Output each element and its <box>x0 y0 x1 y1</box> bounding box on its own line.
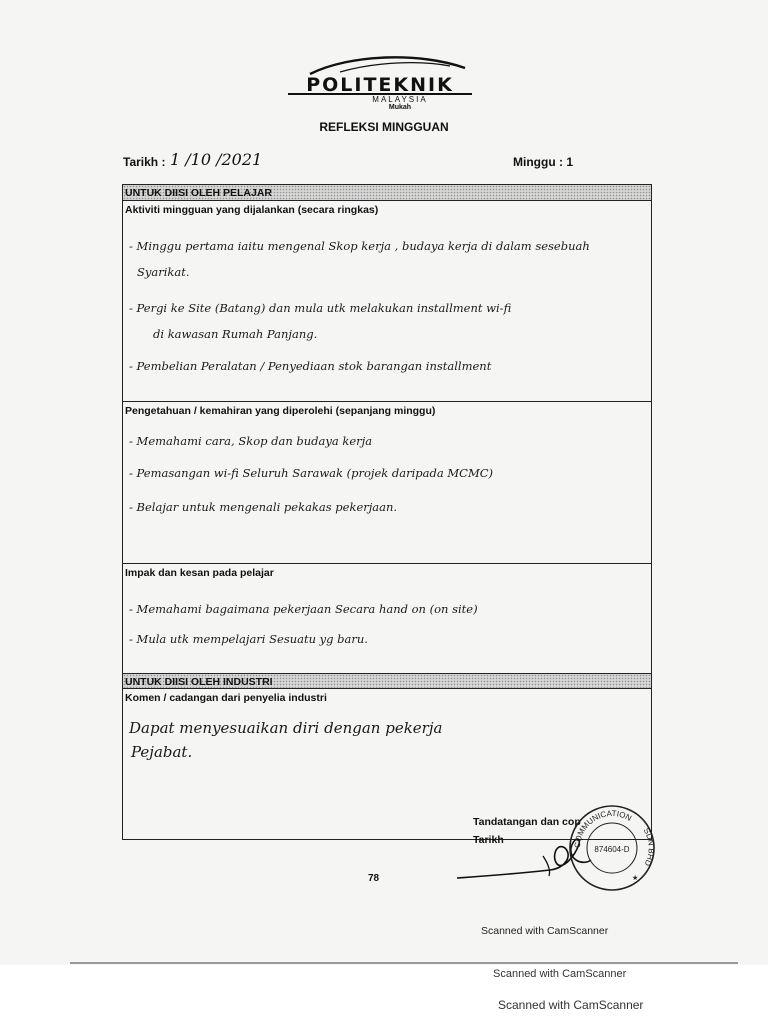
scanned-watermark: Scanned with CamScanner <box>493 968 627 980</box>
date-value-handwritten: 1 /10 /2021 <box>170 150 263 169</box>
signature-date-label: Tarikh <box>473 834 504 846</box>
company-stamp <box>566 802 658 894</box>
impact-line: - Mula utk mempelajari Sesuatu yg baru. <box>129 632 368 646</box>
industry-comment-title: Komen / cadangan dari penyelia industri <box>125 692 327 704</box>
stamp-number: 874604-D <box>594 845 630 854</box>
impact-line: - Memahami bagaimana pekerjaan Secara hand on (on site) <box>129 602 478 616</box>
industry-comment-line: Dapat menyesuaikan diri dengan pekerja <box>129 719 443 737</box>
activity-line: Syarikat. <box>137 265 190 279</box>
scanned-watermark: Scanned with CamScanner <box>481 925 609 937</box>
document-title: REFLEKSI MINGGUAN <box>319 120 449 134</box>
knowledge-line: - Memahami cara, Skop dan budaya kerja <box>129 434 373 448</box>
impact-title: Impak dan kesan pada pelajar <box>125 567 274 579</box>
politeknik-logo <box>280 52 480 112</box>
reflection-form <box>122 184 652 840</box>
page-number: 78 <box>368 873 380 884</box>
activity-line: - Pembelian Peralatan / Penyediaan stok barangan installment <box>129 359 492 373</box>
company-stamp-icon <box>566 802 658 894</box>
knowledge-line: - Pemasangan wi-fi Seluruh Sarawak (projek daripada MCMC) <box>129 466 494 480</box>
industry-band: UNTUK DIISI OLEH INDUSTRI <box>123 673 651 689</box>
activities-title: Aktiviti mingguan yang dijalankan (secara ringkas) <box>125 204 379 216</box>
stamp-star-icon: ★ <box>632 875 639 882</box>
logo-subtitle: MALAYSIA <box>372 95 428 104</box>
knowledge-title: Pengetahuan / kemahiran yang diperolehi (sepanjang minggu) <box>125 405 436 417</box>
scanned-watermark: Scanned with CamScanner <box>498 998 644 1012</box>
activity-line: di kawasan Rumah Panjang. <box>153 327 318 341</box>
date-label: Tarikh : <box>123 155 166 169</box>
knowledge-line: - Belajar untuk mengenali pekakas pekerjaan. <box>129 500 398 514</box>
activity-line: - Minggu pertama iaitu mengenal Skop kerja , budaya kerja di dalam sesebuah <box>129 239 590 253</box>
sheet-edge-divider <box>70 962 738 964</box>
signature-label: Tandatangan dan cop <box>473 816 581 828</box>
activities-section <box>123 201 651 401</box>
logo-campus: Mukah <box>388 104 412 111</box>
svg-text:COMMUNICATION <box>573 809 633 848</box>
week-label: Minggu : 1 <box>513 155 573 169</box>
stamp-top-text: COMMUNICATION <box>572 808 633 849</box>
logo-title: POLITEKNIK <box>306 74 454 96</box>
activity-line: - Pergi ke Site (Batang) dan mula utk melakukan installment wi-fi <box>129 301 512 315</box>
svg-text:SDN BHD <box>642 826 656 867</box>
student-band: UNTUK DIISI OLEH PELAJAR <box>123 185 651 201</box>
stamp-right-text: SDN BHD <box>641 826 656 868</box>
impact-section <box>123 563 651 673</box>
industry-comment-line: Pejabat. <box>131 743 193 761</box>
knowledge-section <box>123 401 651 563</box>
